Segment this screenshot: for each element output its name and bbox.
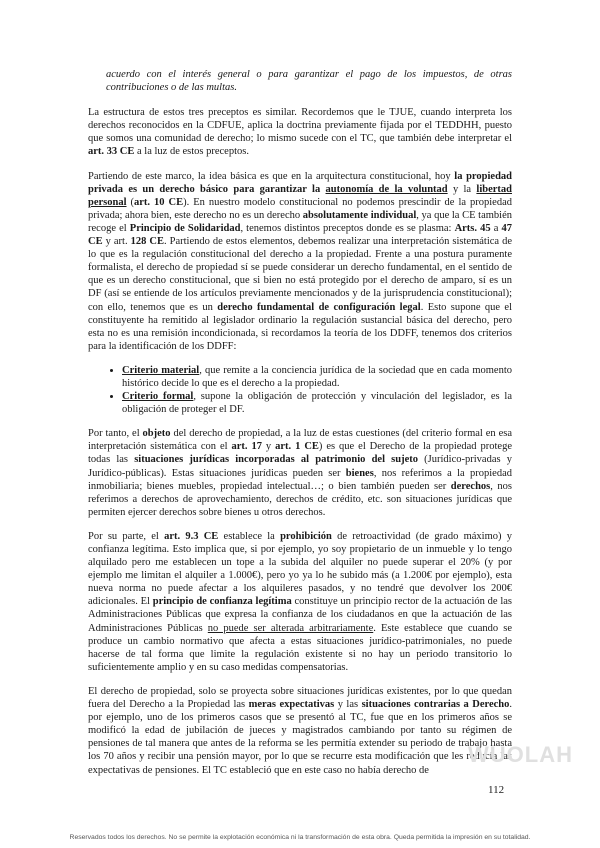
document-page <box>88 68 512 788</box>
paragraph-object: Por tanto, el objeto del derecho de propiedad, a la luz de estas cuestiones (del criterio formal en esa interpretación sistemática con el art. 17 y art. 1 CE) es que el Derecho de la propiedad protege todas las situaciones jurídicas incorporadas al patrimonio del sujeto (Jurídico-privadas y Jurídico-públicas). Estas situaciones jurídicas pueden ser bienes, nos referimos a la propiedad inmobiliaria; bienes muebles, propiedad intelectual…; o bien también pueden ser derechos, nos referimos a derechos de aprovechamiento, derechos de crédito, etc. son situaciones jurídicas que permiten ejercer derechos sobre bienes u otros derechos. <box>88 428 512 518</box>
paragraph-existing-situations: El derecho de propiedad, solo se proyecta sobre situaciones jurídicas existentes, por lo que quedan fuera del Derecho a la Propiedad las meras expectativas y las situaciones contrarias a Derecho. por ejemplo, uno de los primeros casos que se presentó al TC, fue que en los primeros años se modificó la edad de jubilación de jueces y magistrados cambiando por tanto su régimen de pensiones de tal manera que antes de la reforma se les permitía extender su periodo de trabajo hasta los 70 años y recibir una pensión mayor, por lo que se recurre esta modificación que les reducía las expectativas de pensiones. El TC estableció que en este caso no había derecho de <box>88 685 512 776</box>
list-item: • Criterio material, que remite a la conciencia jurídica de la sociedad que en cada momento histórico decide lo que es el derecho a la propiedad. <box>122 364 512 390</box>
wuolah-logo: WUOLAH <box>468 742 573 767</box>
criteria-list <box>88 364 512 416</box>
paragraph-property-framework: Partiendo de este marco, la idea básica es que en la arquitectura constitucional, hoy la propiedad privada es un derecho básico para garantizar la autonomía de la voluntad y la libertad personal (art. 10 CE). En nuestro modelo constitucional no podemos prescindir de la propiedad privada; ahora bien, este derecho no es un derecho absolutamente individual, ya que la CE también recoge el Principio de Solidaridad, tenemos distintos preceptos donde es se plasma: Arts. 45 a 47 CE y art. 128 CE. Partiendo de estos elementos, debemos realizar una interpretación sistemática de lo que es la regulación constitucional del derecho a la propiedad. Frente a una postura puramente formalista, el derecho de propiedad sí se puede considerar un derecho fundamental, en el sentido de que es un derecho constitucional, que si bien no está protegido por el derecho de amparo, sí es un DF (así se entiende de los artículos previamente mencionados y de la jurisprudencia constitucional); con ello, tenemos que es un derecho fundamental de configuración legal. Esto supone que el constituyente ha remitido al legislador ordinario la regulación sustancial básica del derecho, pero esta no es una remisión incondicionada, si recordamos la teoría de los DDFF, tenemos dos criterios para la identificación de los DDFF: <box>88 170 513 352</box>
paragraph-structure: La estructura de estos tres preceptos es similar. Recordemos que le TJUE, cuando interpreta los derechos reconocidos en la CDFUE, aplica la doctrina previamente fijada por el TEDDHH, puesto que somos una comunidad de derecho; lo mismo sucede con el TC, que también debe interpretar el art. 33 CE a la luz de estos preceptos. <box>88 107 512 158</box>
italic-quote: acuerdo con el interés general o para garantizar el pago de los impuestos, de otras contribuciones o de las multas. <box>106 69 512 94</box>
page-number: 112 <box>488 784 505 796</box>
list-item: • Criterio formal, supone la obligación de protección y vinculación del legislador, es la obligación de proteger el DF. <box>122 390 512 416</box>
copyright-footer: Reservados todos los derechos. No se permite la explotación económica ni la transformación de esta obra. Queda permitida la impresión en su totalidad. <box>69 834 531 841</box>
paragraph-retroactivity: Por su parte, el art. 9.3 CE establece la prohibición de retroactividad (de grado máximo) y confianza legítima. Esto implica que, si por ejemplo, yo soy propietario de un inmueble y lo tengo alquilado pero me establecen un tope a la subida del alquiler no puede superar el 20% (y por ejemplo me limitan el alquiler a 1.000€), pero yo ya lo he subido más (a 1.200€ por ejemplo), esta nueva norma no puede afectar a los alquileres pasados, y no tendré que devolver los 200€ adicionales. El principio de confianza legítima constituye un principio rector de la actuación de las Administraciones Públicas que expresa la confianza de los ciudadanos en que la actuación de las Administraciones Públicas no puede ser alterada arbitrariamente. Este establece que cuando se produce un cambio normativo que afecta a estas situaciones jurídico-patrimoniales, no puede hacerse de tal forma que limite la regulación existente si no hay un periodo transitorio lo suficientemente amplio y en su caso medidas compensatorias. <box>88 530 513 673</box>
